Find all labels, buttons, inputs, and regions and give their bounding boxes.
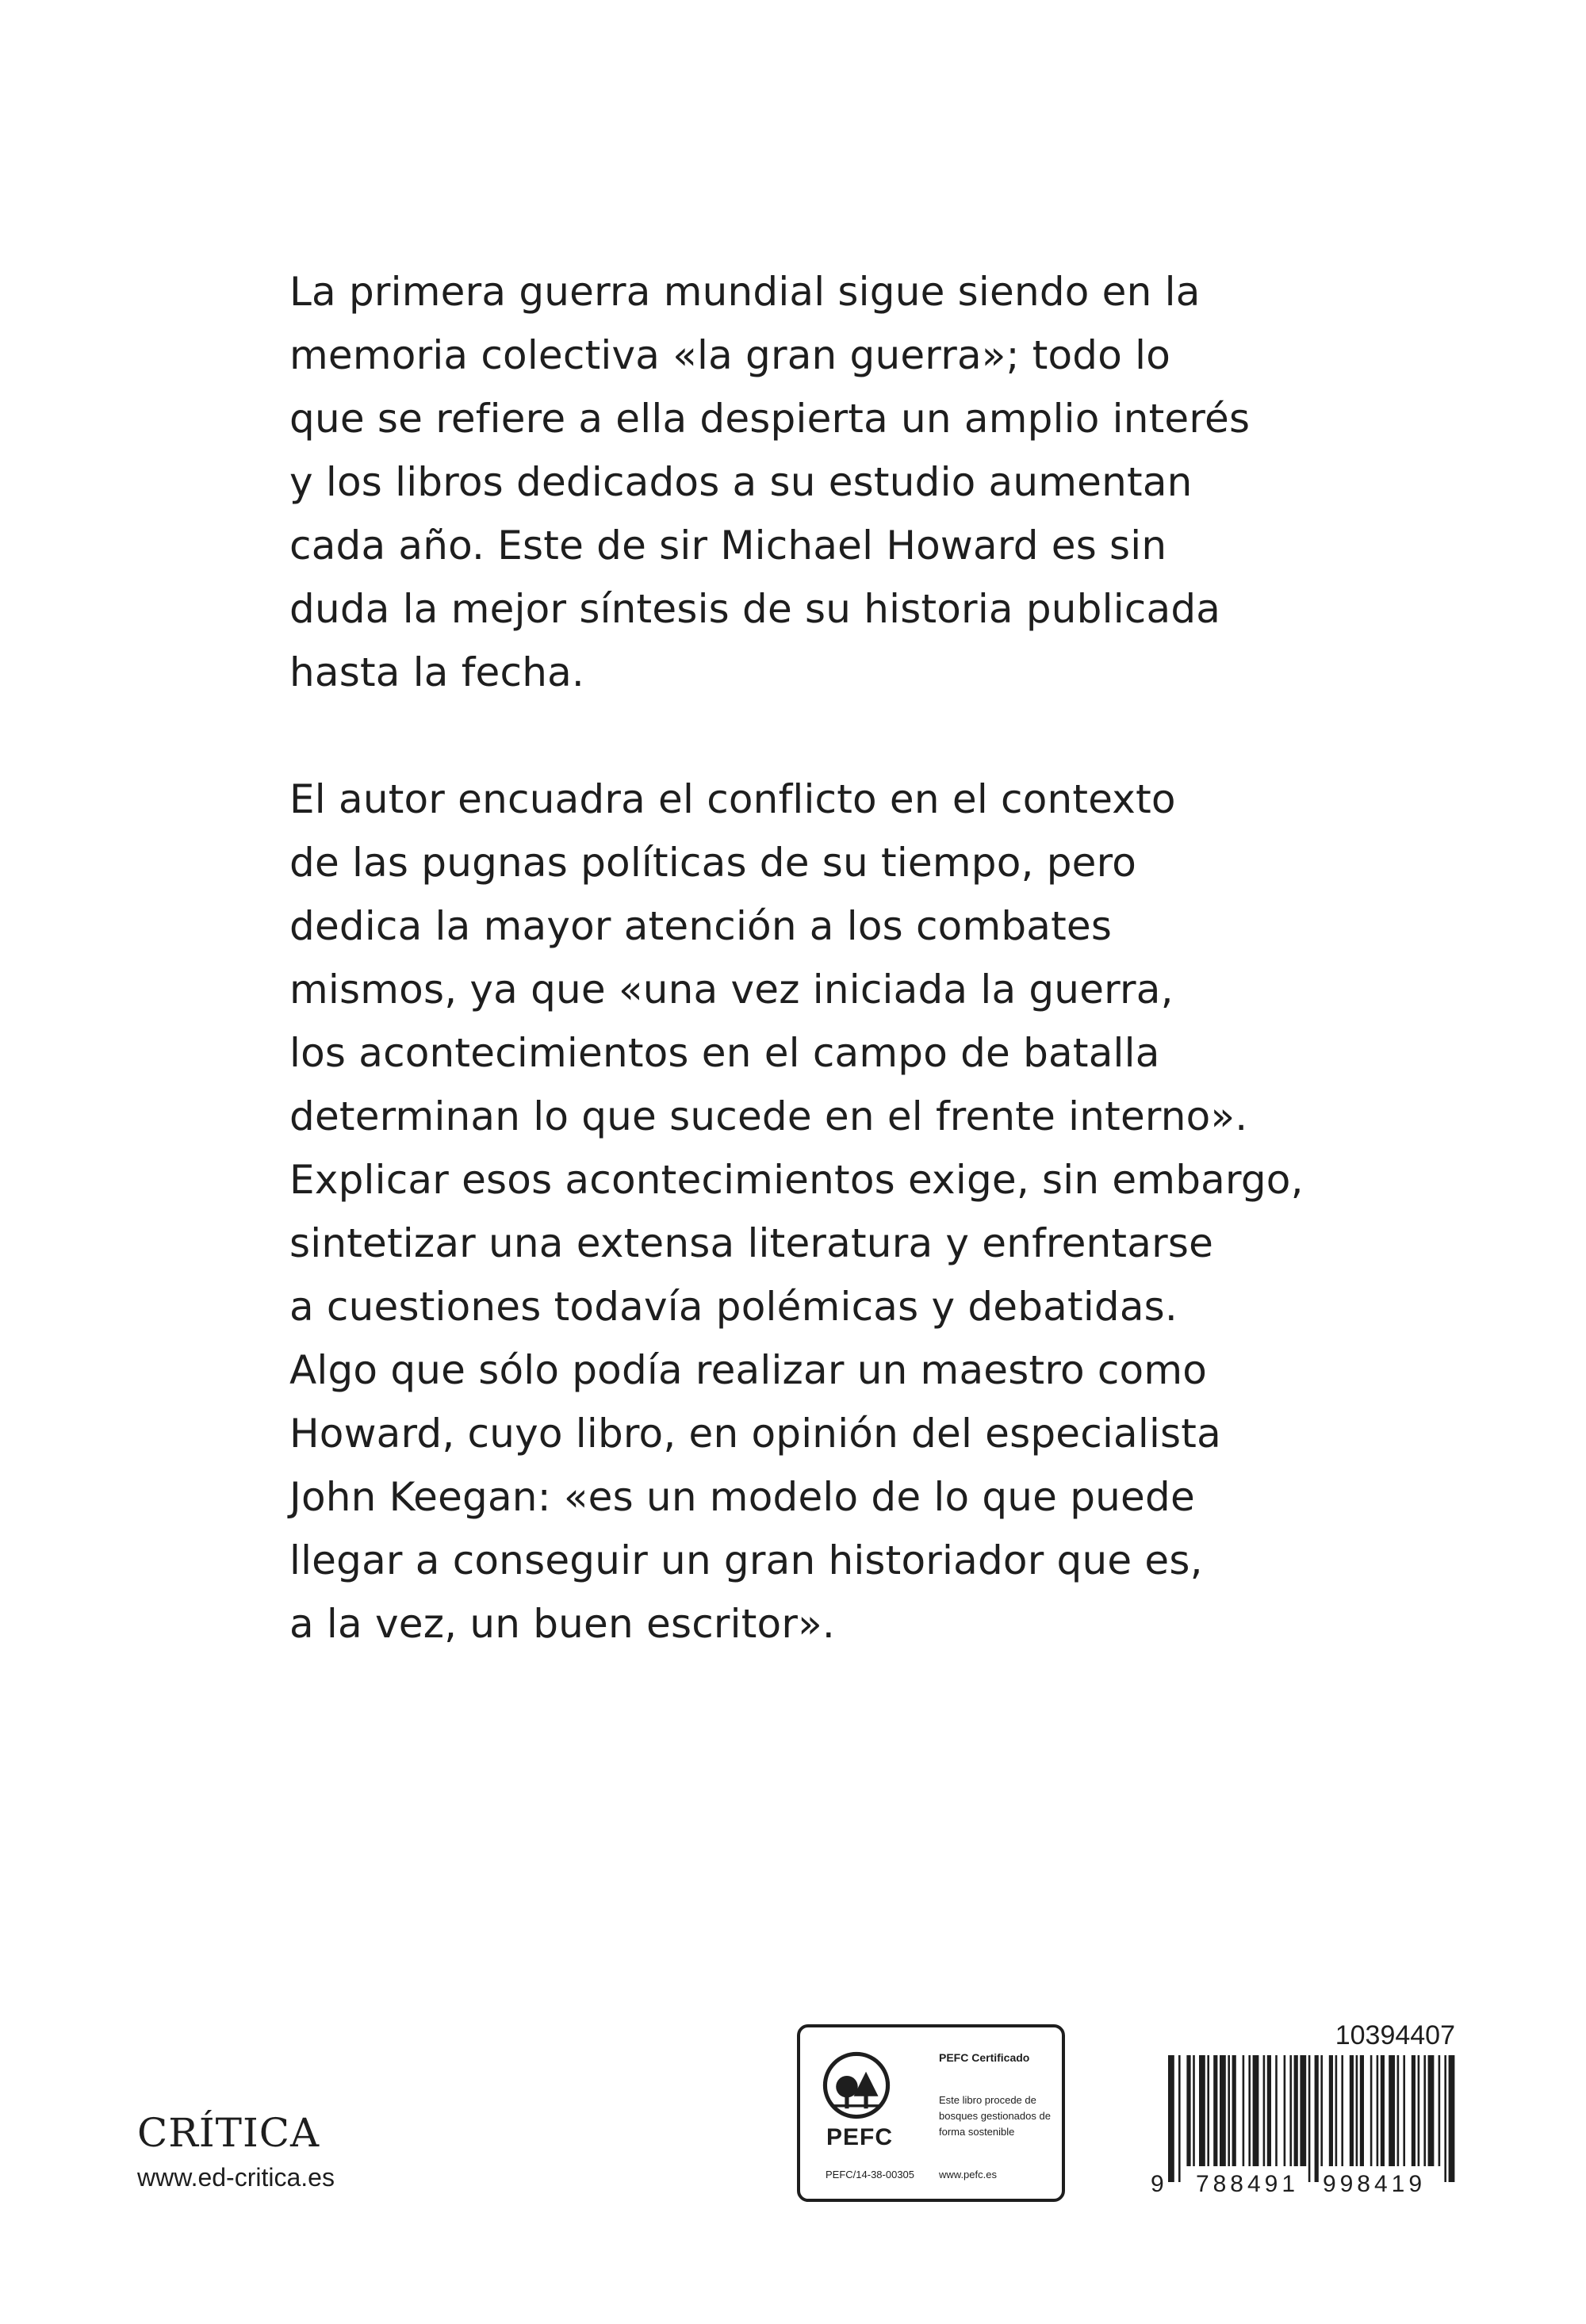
barcode-bars: [1168, 2055, 1454, 2182]
barcode-bar: [1178, 2055, 1181, 2182]
barcode-bar: [1320, 2055, 1323, 2166]
blurb-line: cada año. Este de sir Michael Howard es sin: [289, 523, 1167, 569]
barcode-bar: [1294, 2055, 1298, 2166]
barcode-bar: [1381, 2055, 1385, 2166]
pefc-license-code: PEFC/14-38-00305: [826, 2169, 915, 2180]
barcode-bar: [1232, 2055, 1236, 2166]
pefc-website: www.pefc.es: [939, 2169, 997, 2180]
blurb-line: hasta la fecha.: [289, 649, 585, 695]
barcode-bar: [1397, 2055, 1400, 2166]
blurb-line: los acontecimientos en el campo de batalla: [289, 1030, 1160, 1076]
barcode-bar: [1267, 2055, 1271, 2166]
barcode-bar: [1300, 2055, 1306, 2166]
blurb-line: a cuestiones todavía polémicas y debatidas.: [289, 1284, 1178, 1330]
barcode-bar: [1186, 2055, 1190, 2166]
isbn-barcode: [1147, 2055, 1457, 2198]
blurb-line: llegar a conseguir un gran historiador que es,: [289, 1537, 1203, 1583]
barcode-bar: [1228, 2055, 1230, 2166]
barcode-bar: [1168, 2055, 1174, 2182]
barcode-reference-number: 10394407: [1335, 2020, 1455, 2050]
barcode-bar: [1193, 2055, 1195, 2166]
barcode-bar: [1329, 2055, 1333, 2166]
barcode-bar: [1220, 2055, 1226, 2166]
barcode-bar: [1207, 2055, 1209, 2166]
back-cover-blurb: [289, 260, 1400, 1719]
barcode-bar: [1289, 2055, 1292, 2166]
barcode-bar: [1428, 2055, 1435, 2166]
publisher-block: [137, 2109, 335, 2193]
blurb-paragraph-1: [289, 260, 1400, 704]
barcode-bar: [1377, 2055, 1379, 2166]
barcode-bar: [1403, 2055, 1405, 2166]
blurb-line: Algo que sólo podía realizar un maestro como: [289, 1347, 1208, 1393]
pefc-tree-icon: [822, 2051, 891, 2119]
barcode-bar: [1335, 2055, 1338, 2166]
barcode-bar: [1389, 2055, 1395, 2166]
barcode-bar: [1360, 2055, 1364, 2166]
barcode-bar: [1439, 2055, 1441, 2166]
publisher-logo: CRÍTICA: [137, 2110, 320, 2156]
pefc-certification-label: [797, 2024, 1065, 2202]
barcode-bar: [1243, 2055, 1245, 2166]
barcode-bar: [1263, 2055, 1266, 2166]
barcode-bar: [1449, 2055, 1455, 2182]
blurb-line: John Keegan: «es un modelo de lo que puede: [289, 1474, 1195, 1520]
blurb-line: dedica la mayor atención a los combates: [289, 903, 1113, 949]
barcode-bar: [1444, 2055, 1446, 2182]
barcode-bar: [1423, 2055, 1426, 2166]
blurb-line: Howard, cuyo libro, en opinión del especialista: [289, 1411, 1221, 1457]
blurb-line: determinan lo que sucede en el frente interno».: [289, 1093, 1248, 1139]
barcode-bar: [1213, 2055, 1217, 2166]
barcode-bar: [1308, 2055, 1311, 2182]
barcode-bar: [1350, 2055, 1354, 2166]
pefc-statement: Este libro procede de bosques gestionados de forma sostenible: [939, 2094, 1051, 2138]
barcode-bar: [1341, 2055, 1343, 2166]
barcode-bar: [1412, 2055, 1416, 2166]
barcode-first-digit: 9: [1151, 2171, 1164, 2197]
barcode-bar: [1370, 2055, 1373, 2166]
blurb-line: La primera guerra mundial sigue siendo en la: [289, 269, 1201, 315]
barcode-bar: [1284, 2055, 1286, 2166]
barcode-bar: [1356, 2055, 1358, 2166]
pefc-title: PEFC Certificado: [939, 2051, 1030, 2064]
blurb-line: a la vez, un buen escritor».: [289, 1601, 835, 1647]
barcode-bar: [1275, 2055, 1278, 2166]
blurb-line: mismos, ya que «una vez iniciada la guerra,: [289, 967, 1174, 1013]
barcode-left-group: 788491: [1195, 2171, 1300, 2197]
publisher-website: www.ed-critica.es: [137, 2163, 335, 2192]
blurb-line: y los libros dedicados a su estudio aumentan: [289, 459, 1193, 505]
blurb-line: duda la mejor síntesis de su historia publicada: [289, 586, 1221, 632]
barcode-bar: [1315, 2055, 1319, 2182]
blurb-paragraph-2: [289, 768, 1400, 1656]
blurb-line: que se refiere a ella despierta un amplio interés: [289, 396, 1251, 442]
barcode-right-group: 998419: [1322, 2171, 1427, 2197]
barcode-bar: [1418, 2055, 1420, 2166]
pefc-acronym: PEFC: [826, 2124, 893, 2150]
blurb-line: de las pugnas políticas de su tiempo, pero: [289, 840, 1137, 886]
blurb-line: Explicar esos acontecimientos exige, sin embargo,: [289, 1157, 1304, 1203]
barcode-bar: [1248, 2055, 1251, 2166]
barcode-bar: [1199, 2055, 1205, 2166]
blurb-line: sintetizar una extensa literatura y enfrentarse: [289, 1220, 1214, 1266]
barcode-bar: [1253, 2055, 1259, 2166]
blurb-line: memoria colectiva «la gran guerra»; todo lo: [289, 332, 1171, 378]
blurb-line: El autor encuadra el conflicto en el contexto: [289, 776, 1176, 822]
